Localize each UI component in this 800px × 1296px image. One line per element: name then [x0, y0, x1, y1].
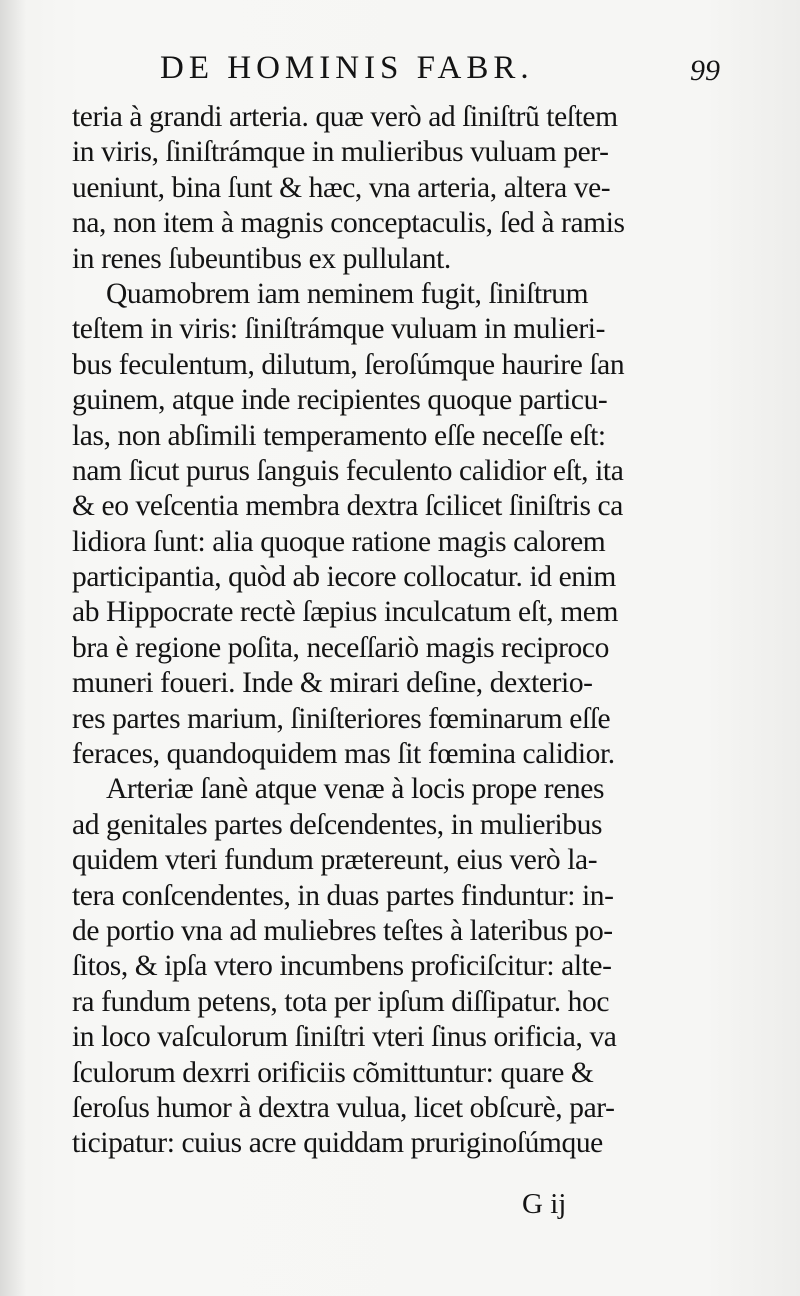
text-line: ad genitales partes deſcendentes, in mulieribus [72, 808, 603, 841]
text-line: ticipatur: cuius acre quiddam pruriginoſúmque [72, 1127, 603, 1160]
text-line: bus feculentum, dilutum, ſeroſúmque haurire ſan [72, 348, 625, 381]
text-line: ra fundum petens, tota per ipſum diſſipatur. hoc [72, 985, 610, 1018]
text-line: ab Hippocrate rectè ſæpius inculcatum eſt, mem [72, 596, 619, 629]
text-line: las, non abſimili temperamento eſſe neceſſe eſt: [72, 419, 606, 452]
text-line: nam ſicut purus ſanguis feculento calidior eſt, ita [72, 454, 624, 487]
text-line: teſtem in viris: ſiniſtrámque vuluam in mulieri- [72, 313, 606, 346]
paragraph-start-line: Arteriæ ſanè atque venæ à locis prope renes [106, 773, 605, 806]
text-line: in loco vaſculorum ſiniſtri vteri ſinus orificia, va [72, 1021, 617, 1054]
text-line: na, non item à magnis conceptaculis, ſed à ramis [72, 207, 625, 240]
page-edge-shadow [0, 0, 26, 1296]
text-line: teria à grandi arteria. quæ verò ad ſiniſtrũ teſtem [72, 101, 618, 133]
text-line: & eo veſcentia membra dextra ſcilicet ſiniſtris ca [72, 490, 623, 523]
text-line: in renes ſubeuntibus ex pullulant. [72, 242, 451, 275]
running-head: DE HOMINIS FABR. [160, 50, 534, 86]
text-line: res partes marium, ſiniſteriores fœminarum eſſe [72, 702, 611, 735]
paragraph-start-line: Quamobrem iam neminem fugit, ſiniſtrum [106, 277, 589, 310]
text-line: ſitos, & ipſa vtero incumbens proficiſcitur: alte- [72, 950, 612, 983]
text-line: ſeroſus humor à dextra vulua, licet obſcurè, par- [72, 1091, 615, 1124]
text-line: feraces, quandoquidem mas ſit fœmina calidior. [72, 738, 615, 771]
signature-mark: G ij [522, 1188, 567, 1220]
page-header [80, 44, 720, 98]
page-number: 99 [690, 54, 720, 87]
text-line: in viris, ſiniſtrámque in mulieribus vuluam per- [72, 136, 609, 169]
text-line: ſculorum dexrri orificiis cõmittuntur: quare & [72, 1056, 594, 1089]
text-line: participantia, quòd ab iecore collocatur. id enim [72, 561, 616, 594]
text-line: ueniunt, bina ſunt & hæc, vna arteria, altera ve- [72, 171, 611, 204]
text-line: lidiora ſunt: alia quoque ratione magis calorem [72, 525, 606, 558]
text-line: tera conſcendentes, in duas partes finduntur: in- [72, 879, 614, 912]
text-line: muneri foueri. Inde & mirari deſine, dexterio- [72, 667, 593, 700]
body-text [72, 100, 690, 1162]
text-line: quidem vteri fundum prætereunt, eius verò la- [72, 844, 598, 877]
text-line: de portio vna ad muliebres teſtes à lateribus po- [72, 914, 613, 947]
text-line: guinem, atque inde recipientes quoque particu- [72, 384, 608, 417]
text-line: bra è regione poſita, neceſſariò magis reciproco [72, 631, 609, 664]
